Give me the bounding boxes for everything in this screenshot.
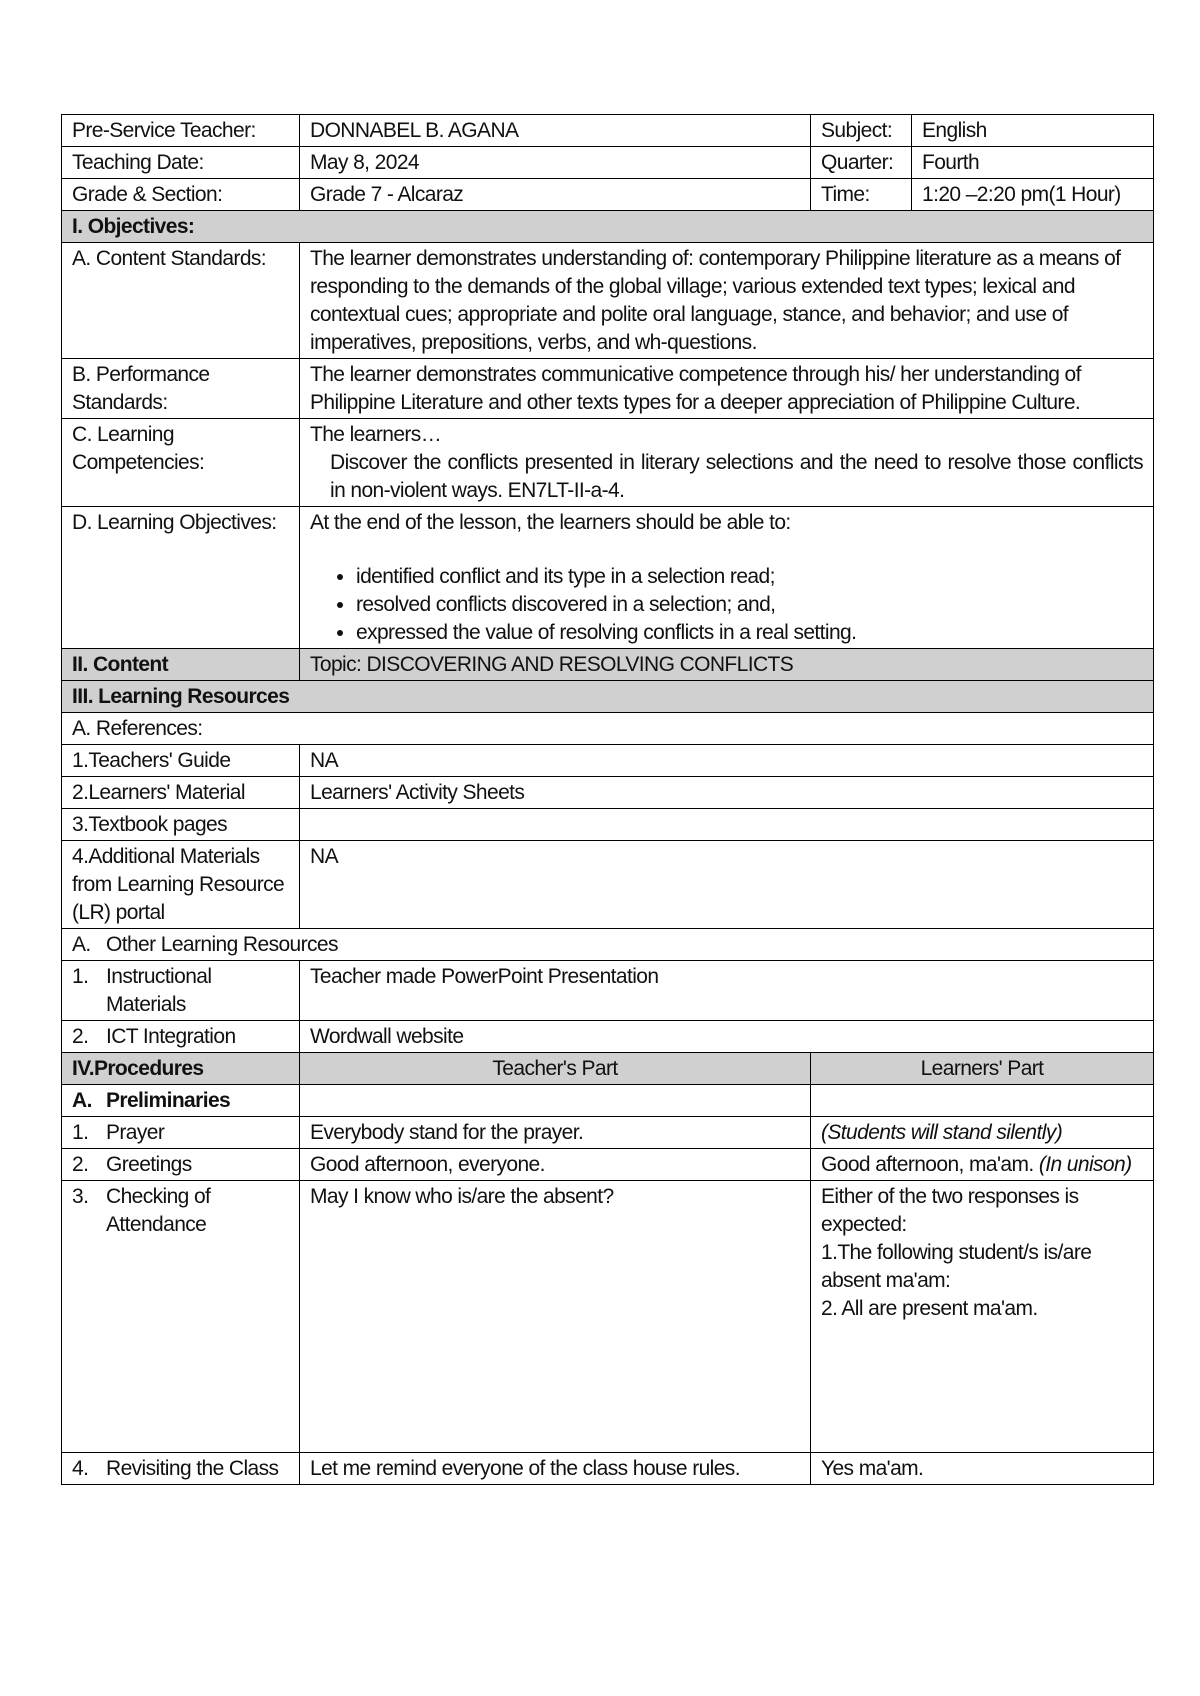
attendance-learner-cell	[811, 1181, 1154, 1453]
preliminaries-row	[62, 1085, 1154, 1117]
header-row-teacher	[62, 115, 1154, 147]
quarter-label: Quarter:	[811, 147, 912, 179]
resources-heading-row	[62, 681, 1154, 713]
revisiting-num: 4.	[72, 1457, 89, 1480]
teachers-guide-row	[62, 745, 1154, 777]
objectives-heading: I. Objectives:	[62, 211, 1154, 243]
time-label: Time:	[811, 179, 912, 211]
content-row	[62, 649, 1154, 681]
competencies-intro: The learners…	[310, 423, 442, 446]
learning-objectives-cell	[300, 507, 1154, 649]
procedure-row-prayer	[62, 1117, 1154, 1149]
learners-material-label: 2.Learners' Material	[62, 777, 300, 809]
additional-materials-value: NA	[300, 841, 1154, 929]
objective-item: • expressed the value of resolving conflicts in a real setting.	[356, 619, 1143, 647]
additional-materials-row	[62, 841, 1154, 929]
attendance-learner: Either of the two responses is expected:	[821, 1185, 1079, 1236]
additional-materials-label: 4.Additional Materials from Learning Resource (LR) portal	[62, 841, 300, 929]
revisiting-label: Revisiting the Class	[106, 1457, 279, 1480]
learning-objectives-label: D. Learning Objectives:	[62, 507, 300, 649]
other-resources-cell	[62, 929, 1154, 961]
quarter-value: Fourth	[912, 147, 1154, 179]
revisiting-cell	[62, 1453, 300, 1485]
textbook-pages-value	[300, 809, 1154, 841]
content-heading: II. Content	[62, 649, 300, 681]
greetings-cell	[62, 1149, 300, 1181]
revisiting-learner: Yes ma'am.	[811, 1453, 1154, 1485]
references-row	[62, 713, 1154, 745]
performance-standards-row	[62, 359, 1154, 419]
greetings-teacher: Good afternoon, everyone.	[300, 1149, 811, 1181]
references-label: A. References:	[62, 713, 1154, 745]
content-standards-label: A. Content Standards:	[62, 243, 300, 359]
greetings-label: Greetings	[106, 1153, 192, 1176]
objectives-intro: At the end of the lesson, the learners should be able to:	[310, 511, 791, 534]
attendance-cell	[62, 1181, 300, 1453]
prayer-teacher: Everybody stand for the prayer.	[300, 1117, 811, 1149]
other-resources-row	[62, 929, 1154, 961]
procedure-row-greetings	[62, 1149, 1154, 1181]
prayer-cell	[62, 1117, 300, 1149]
teacher-part-header: Teacher's Part	[300, 1053, 811, 1085]
instructional-materials-label: Instructional Materials	[106, 965, 212, 1016]
objectives-heading-row	[62, 211, 1154, 243]
ict-integration-cell	[62, 1021, 300, 1053]
teachers-guide-label: 1.Teachers' Guide	[62, 745, 300, 777]
preliminaries-cell	[62, 1085, 300, 1117]
preliminaries-num: A.	[72, 1089, 92, 1112]
attendance-response: 1.The following student/s is/are absent ma'am:	[821, 1241, 1092, 1292]
date-value: May 8, 2024	[300, 147, 811, 179]
prayer-learner: (Students will stand silently)	[811, 1117, 1154, 1149]
attendance-label: Checking of Attendance	[106, 1185, 211, 1236]
attendance-teacher: May I know who is/are the absent?	[300, 1181, 811, 1453]
revisiting-teacher: Let me remind everyone of the class house rules.	[300, 1453, 811, 1485]
header-row-grade	[62, 179, 1154, 211]
procedures-heading: IV.Procedures	[62, 1053, 300, 1085]
learning-objectives-row	[62, 507, 1154, 649]
greetings-learner-cell	[811, 1149, 1154, 1181]
date-label: Teaching Date:	[62, 147, 300, 179]
preliminaries-teacher	[300, 1085, 811, 1117]
other-resources-label: Other Learning Resources	[106, 933, 338, 956]
ict-integration-label: ICT Integration	[106, 1025, 236, 1048]
teacher-label: Pre-Service Teacher:	[62, 115, 300, 147]
resources-heading: III. Learning Resources	[62, 681, 1154, 713]
instructional-materials-row	[62, 961, 1154, 1021]
textbook-pages-row	[62, 809, 1154, 841]
preliminaries-label: Preliminaries	[106, 1089, 231, 1112]
lesson-plan-page	[61, 114, 1153, 1485]
learning-competencies-label: C. Learning Competencies:	[62, 419, 300, 507]
objective-item: • identified conflict and its type in a selection read;	[356, 563, 1143, 591]
objectives-list	[310, 563, 1143, 647]
attendance-num: 3.	[72, 1185, 89, 1208]
header-row-date	[62, 147, 1154, 179]
textbook-pages-label: 3.Textbook pages	[62, 809, 300, 841]
learning-competencies-row	[62, 419, 1154, 507]
instructional-materials-value: Teacher made PowerPoint Presentation	[300, 961, 1154, 1021]
content-standards-text: The learner demonstrates understanding of: contemporary Philippine literature as a means of responding to the demands of the global village; various extended text types; lexical and contextual cues; appropriate and polite oral language, stance, and behavior; and use of imperatives, prepositions, verbs, and wh-questions.	[300, 243, 1154, 359]
prayer-label: Prayer	[106, 1121, 165, 1144]
other-resources-num: A.	[72, 933, 91, 956]
performance-standards-text: The learner demonstrates communicative competence through his/ her understanding of Philippine Literature and other texts types for a deeper appreciation of Philippine Culture.	[300, 359, 1154, 419]
grade-value: Grade 7 - Alcaraz	[300, 179, 811, 211]
teacher-value: DONNABEL B. AGANA	[300, 115, 811, 147]
time-value: 1:20 –2:20 pm(1 Hour)	[912, 179, 1154, 211]
procedure-row-revisiting	[62, 1453, 1154, 1485]
learning-competencies-cell	[300, 419, 1154, 507]
procedures-heading-row	[62, 1053, 1154, 1085]
competencies-text: Discover the conflicts presented in literary selections and the need to resolve those conflicts in non-violent ways. EN7LT-II-a-4.	[330, 451, 1143, 502]
ict-integration-num: 2.	[72, 1025, 89, 1048]
greetings-learner: Good afternoon, ma'am.	[821, 1153, 1034, 1176]
content-topic: Topic: DISCOVERING AND RESOLVING CONFLICTS	[300, 649, 1154, 681]
teachers-guide-value: NA	[300, 745, 1154, 777]
lesson-plan-table	[61, 114, 1154, 1485]
grade-label: Grade & Section:	[62, 179, 300, 211]
learner-part-header: Learners' Part	[811, 1053, 1154, 1085]
attendance-response: 2. All are present ma'am.	[821, 1297, 1038, 1320]
greetings-learner-note: (In unison)	[1038, 1153, 1132, 1176]
performance-standards-label: B. Performance Standards:	[62, 359, 300, 419]
instructional-materials-num: 1.	[72, 965, 89, 988]
subject-label: Subject:	[811, 115, 912, 147]
ict-integration-value: Wordwall website	[300, 1021, 1154, 1053]
prayer-num: 1.	[72, 1121, 89, 1144]
objective-item: • resolved conflicts discovered in a selection; and,	[356, 591, 1143, 619]
learners-material-row	[62, 777, 1154, 809]
preliminaries-learner	[811, 1085, 1154, 1117]
content-standards-row	[62, 243, 1154, 359]
instructional-materials-cell	[62, 961, 300, 1021]
procedure-row-attendance	[62, 1181, 1154, 1453]
ict-integration-row	[62, 1021, 1154, 1053]
learners-material-value: Learners' Activity Sheets	[300, 777, 1154, 809]
subject-value: English	[912, 115, 1154, 147]
greetings-num: 2.	[72, 1153, 89, 1176]
